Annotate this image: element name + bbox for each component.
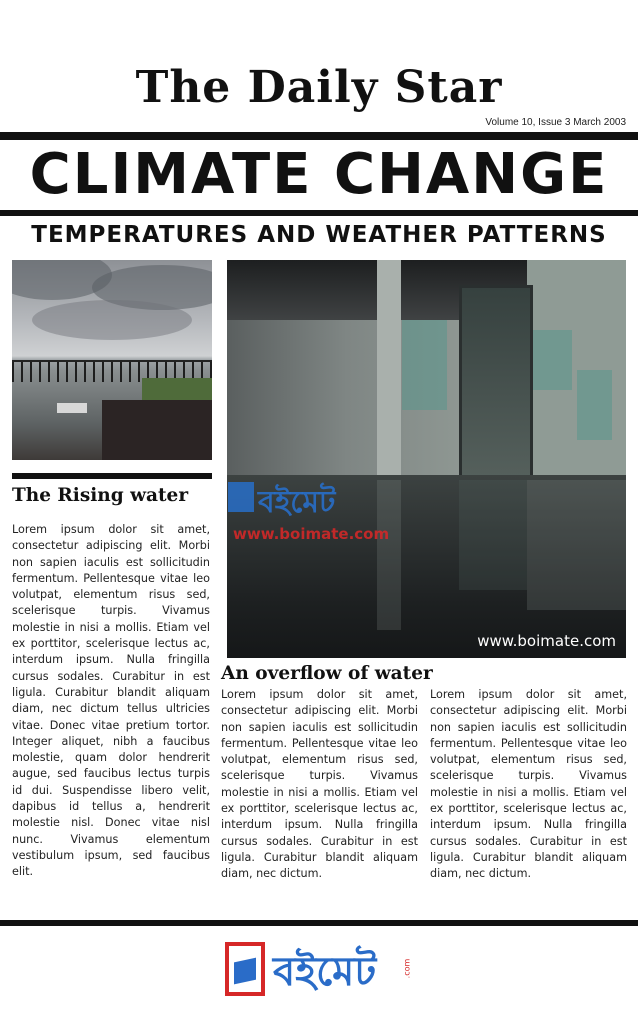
book-icon [228,482,254,512]
subheadline: TEMPERATURES AND WEATHER PATTERNS [31,222,607,248]
flooded-room-photo [227,260,626,658]
left-article-body: Lorem ipsum dolor sit amet, consectetur adipiscing elit. Morbi non sapien iaculis est sollicitudin fermentum. Pellentesque vitae leo volutpat, elementum risus sed, scelerisque turpis. Vivamus molestie in nisi a mollis. Etiam vel ex porttitor, scelerisque lectus ac, interdum ipsum. Nulla fringilla cursus sodales. Curabitur in est ligula. Curabitur blandit aliquam diam, nec dictum tellus ultricies vitae. Donec vitae pretium tortor. Integer aliquet, nibh a faucibus molestie, quam dolor hendrerit augue, sed faucibus lectus turpis id dui. Suspendisse libero velit, dapibus id tellus a, hendrerit molestie nisl. Donec vitae nisl nunc. Vivamus elementum vestibulum ipsum, sed faucibus elit. [12,523,210,879]
headline-bottom-rule [0,210,638,216]
masthead-title: The Daily Star [135,62,503,113]
photo-credit: www.boimate.com [477,632,616,650]
watermark-logo [228,478,408,522]
left-article-heading: The Rising water [12,485,189,506]
footer-logo[interactable] [225,940,420,1000]
watermark-url: www.boimate.com [233,525,390,543]
top-rule [0,132,638,140]
middle-article-heading: An overflow of water [221,663,433,684]
right-article-body: Lorem ipsum dolor sit amet, consectetur adipiscing elit. Morbi non sapien iaculis est sollicitudin fermentum. Pellentesque vitae leo volutpat, elementum risus sed, scelerisque turpis. Vivamus molestie in nisi a mollis. Etiam vel ex porttitor, scelerisque lectus ac, interdum ipsum. Nulla fringilla cursus sodales. Curabitur in est ligula. Curabitur blandit aliquam diam, nec dictum. [430,688,627,881]
watermark-logo-text: বইমেট [258,485,336,520]
book-icon [225,942,265,996]
issue-info: Volume 10, Issue 3 March 2003 [485,117,626,128]
headline: CLIMATE CHANGE [29,142,609,207]
footer-rule [0,920,638,926]
footer-logo-domain: .com [402,958,412,979]
promenade-photo [12,260,212,460]
left-column-rule [12,473,212,479]
middle-article-body: Lorem ipsum dolor sit amet, consectetur adipiscing elit. Morbi non sapien iaculis est sollicitudin fermentum. Pellentesque vitae leo volutpat, elementum risus sed, scelerisque turpis. Vivamus molestie in nisi a mollis. Etiam vel ex porttitor, scelerisque lectus ac, interdum ipsum. Nulla fringilla cursus sodales. Curabitur in est ligula. Curabitur blandit aliquam diam, nec dictum. [221,688,418,881]
footer-logo-text: বইমেট [273,949,377,995]
